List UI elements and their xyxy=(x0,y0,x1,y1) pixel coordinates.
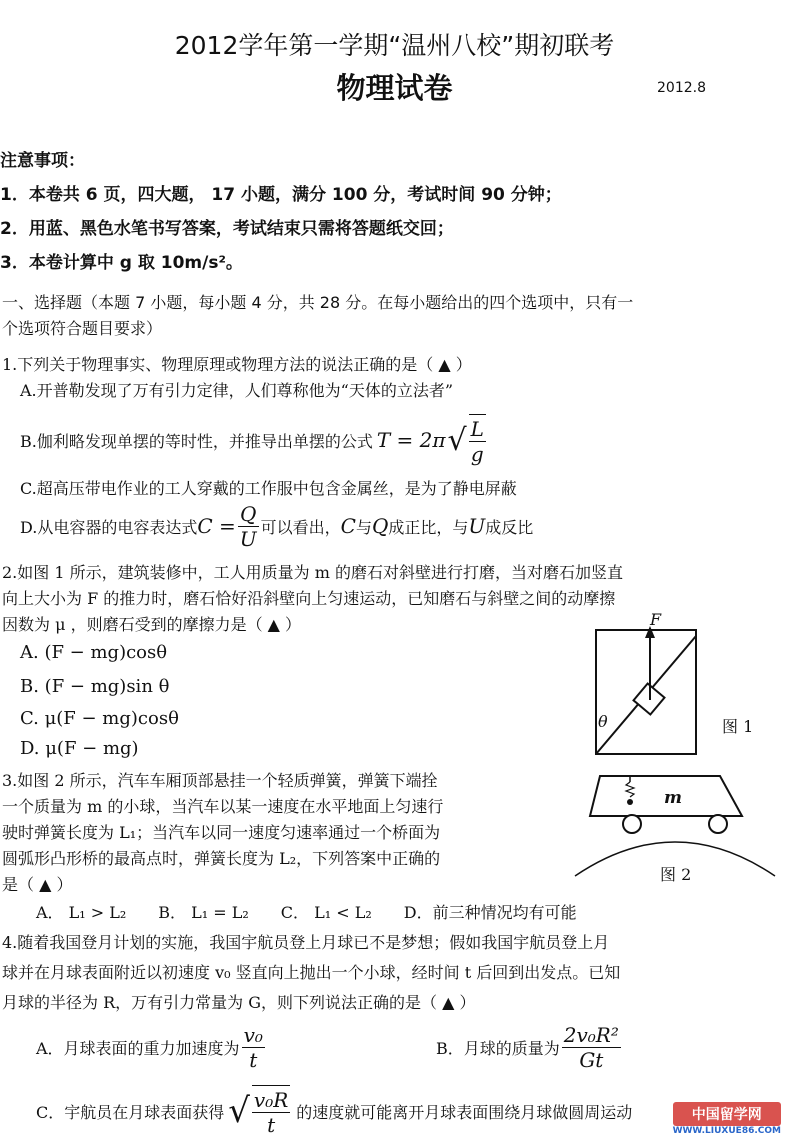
q1-d-var3: U xyxy=(468,514,486,538)
q4-b-text: B．月球的质量为 xyxy=(436,1038,560,1058)
q4-line2: 球并在月球表面附近以初速度 v₀ 竖直向上抛出一个小球，经时间 t 后回到出发点。已知 xyxy=(2,963,621,982)
q1-option-b xyxy=(20,410,488,470)
q4-c-denominator: t xyxy=(267,1113,276,1137)
q3-line4: 圆弧形凸形桥的最高点时，弹簧长度为 L₂，下列答案中正确的 xyxy=(2,849,441,868)
q1-d-var2: Q xyxy=(371,514,389,538)
q4-c-fraction xyxy=(252,1085,290,1137)
q3-line3: 驶时弹簧长度为 L₁；当汽车以同一速度匀速率通过一个桥面为 xyxy=(2,823,441,842)
q1-b-denominator: g xyxy=(470,442,484,466)
exam-date: 2012.8 xyxy=(657,80,706,96)
q4-option-b xyxy=(436,1018,623,1076)
q4-option-c xyxy=(36,1082,632,1140)
sqrt-sign: √ xyxy=(447,422,467,458)
section-heading-line2: 个选项符合题目要求） xyxy=(2,319,163,338)
q1-option-d xyxy=(20,500,533,552)
q1-d-lhs: C = xyxy=(197,514,236,538)
q1-option-a: A.开普勒发现了万有引力定律，人们尊称他为“天体的立法者” xyxy=(20,381,454,400)
watermark-url: WWW.LIUXUE86.COM xyxy=(672,1126,781,1136)
q1-option-b-fraction xyxy=(469,414,486,466)
figure-1-angle-label: θ xyxy=(598,712,608,731)
exam-title: 2012学年第一学期“温州八校”期初联考 xyxy=(174,31,615,60)
q1-d-text4: 成正比，与 xyxy=(388,517,469,537)
q4-c-text1: C．宇航员在月球表面获得 xyxy=(36,1102,225,1122)
q1-option-c: C.超高压带电作业的工人穿戴的工作服中包含金属丝，是为了静电屏蔽 xyxy=(20,479,517,498)
note-2: 2．用蓝、黑色水笔书写答案，考试结束只需将答题纸交回； xyxy=(0,219,454,239)
watermark-text: 中国留学网 xyxy=(673,1102,781,1126)
notes-heading: 注意事项： xyxy=(0,151,85,171)
figure-1-label: 图 1 xyxy=(722,717,754,736)
exam-subtitle: 物理试卷 xyxy=(336,71,453,105)
q4-a-numerator: v₀ xyxy=(243,1022,263,1047)
q4-line3: 月球的半径为 R，万有引力常量为 G，则下列说法正确的是（ ▲ ） xyxy=(2,993,476,1012)
q1-d-fraction xyxy=(238,502,259,551)
q4-b-numerator: 2v₀R² xyxy=(563,1022,619,1047)
q1-stem: 1.下列关于物理事实、物理原理或物理方法的说法正确的是（ ▲ ） xyxy=(2,355,472,374)
figure-1-diagram xyxy=(588,612,708,762)
q4-a-fraction xyxy=(242,1023,265,1072)
q2-line2: 向上大小为 F 的推力时，磨石恰好沿斜壁向上匀速运动，已知磨石与斜壁之间的动摩擦 xyxy=(2,589,616,608)
q1-d-text2: 可以看出， xyxy=(260,517,341,537)
figure-2-label: 图 2 xyxy=(660,865,692,884)
q2-option-b: B. (F − mg)sin θ xyxy=(20,676,170,697)
q2-option-d: D. μ(F − mg) xyxy=(20,738,139,759)
q4-line1: 4.随着我国登月计划的实施，我国宇航员登上月球已不是梦想；假如我国宇航员登上月 xyxy=(2,933,610,952)
q4-a-denominator: t xyxy=(249,1047,258,1072)
q4-c-text2: 的速度就可能离开月球表面围绕月球做圆周运动 xyxy=(296,1102,633,1122)
sqrt-sign: √ xyxy=(228,1091,250,1131)
figure-2-mass-label: m xyxy=(664,788,682,808)
q1-option-b-formula: T = 2π xyxy=(376,428,446,452)
q1-d-text1: D.从电容器的电容表达式 xyxy=(20,517,198,537)
q4-b-fraction xyxy=(562,1023,621,1072)
q1-d-text5: 成反比 xyxy=(485,517,534,537)
q2-line1: 2.如图 1 所示，建筑装修中，工人用质量为 m 的磨石对斜壁进行打磨，当对磨石加竖直 xyxy=(2,563,623,582)
q3-line5: 是（ ▲ ） xyxy=(2,875,73,894)
q1-d-numerator: Q xyxy=(238,502,259,527)
note-1: 1．本卷共 6 页，四大题， 17 小题，满分 100 分，考试时间 90 分钟； xyxy=(0,185,562,205)
watermark-logo xyxy=(673,1102,781,1136)
q2-option-a: A. (F − mg)cosθ xyxy=(20,642,168,663)
q3-options: A． L₁ > L₂ B． L₁ = L₂ C． L₁ < L₂ D．前三种情况均有可能 xyxy=(36,903,577,922)
figure-1-force-label: F xyxy=(650,610,662,629)
q3-line2: 一个质量为 m 的小球，当汽车以某一速度在水平地面上匀速行 xyxy=(2,797,444,816)
q4-option-a xyxy=(36,1018,267,1076)
q1-d-denominator: U xyxy=(239,526,257,551)
q4-a-text: A．月球表面的重力加速度为 xyxy=(36,1038,240,1058)
q1-option-b-text: B.伽利略发现单摆的等时性，并推导出单摆的公式 xyxy=(20,431,373,451)
q3-line1: 3.如图 2 所示，汽车车厢顶部悬挂一个轻质弹簧，弹簧下端拴 xyxy=(2,771,438,790)
q4-c-numerator: v₀R xyxy=(253,1088,289,1112)
note-3: 3．本卷计算中 g 取 10m/s²。 xyxy=(0,253,243,273)
q2-option-c: C. μ(F − mg)cosθ xyxy=(20,708,179,729)
section-heading-line1: 一、选择题（本题 7 小题，每小题 4 分，共 28 分。在每小题给出的四个选项中，只有一 xyxy=(2,293,634,312)
q1-d-text3: 与 xyxy=(355,517,372,537)
q2-line3: 因数为 μ ，则磨石受到的摩擦力是（ ▲ ） xyxy=(2,615,302,634)
q1-d-var1: C xyxy=(340,514,356,538)
q4-b-denominator: Gt xyxy=(579,1047,604,1072)
q1-b-numerator: L xyxy=(470,417,484,441)
